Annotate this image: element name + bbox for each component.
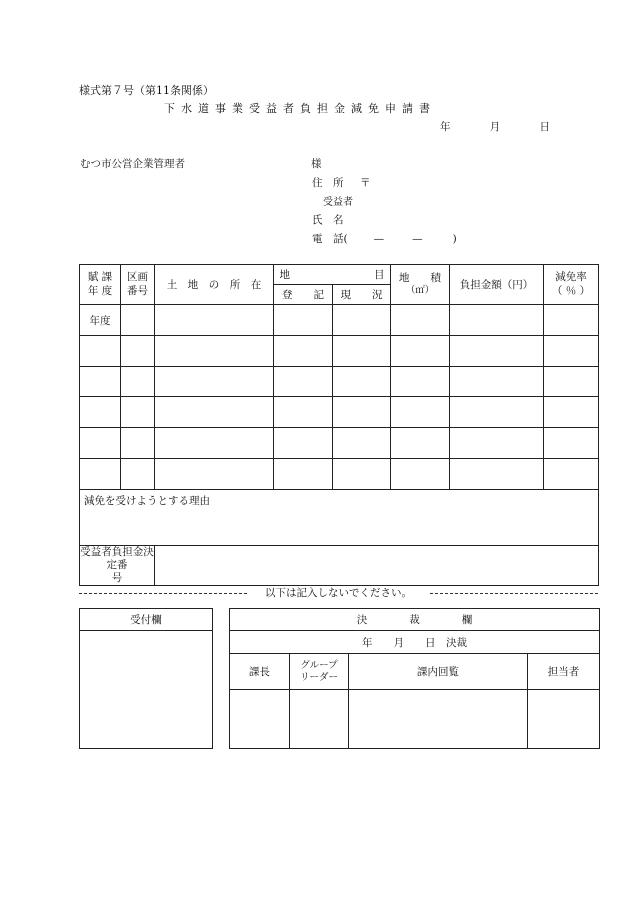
land-table <box>79 264 599 586</box>
receipt-label: 受付欄 <box>80 609 213 631</box>
form-title: 下水道事業受益者負担金減免申請書 <box>164 102 436 115</box>
office-use-notice <box>79 585 598 599</box>
date-day-label: 日 <box>539 121 550 133</box>
addressee-honorific: 様 <box>311 158 322 170</box>
beneficiary-label: 受益者 <box>323 197 353 208</box>
rate-header: 減免率 （ ％ ） <box>544 265 599 305</box>
reason-label: 減免を受けようとする理由 <box>84 495 210 507</box>
chief-stamp-cell[interactable] <box>230 690 290 749</box>
decision-label: 決 裁 欄 <box>230 609 600 631</box>
application-date <box>440 119 550 134</box>
staff-header: 担当者 <box>528 654 600 690</box>
registered-header: 登 記 <box>274 285 333 305</box>
amount-header: 負担金額（円） <box>450 265 544 305</box>
reason-field[interactable] <box>80 490 599 546</box>
table-row <box>80 397 599 428</box>
date-year-label: 年 <box>440 121 451 133</box>
decision-number-field[interactable] <box>155 546 599 586</box>
date-month-label: 月 <box>489 121 501 133</box>
phone-field <box>312 231 457 246</box>
postal-mark: 〒 <box>360 177 371 189</box>
block-number-header: 区画 番号 <box>121 265 155 305</box>
location-header: 土 地 の 所 在 <box>155 265 274 305</box>
decision-number-label: 受益者負担金決定番 号 <box>80 546 154 585</box>
table-row <box>80 459 599 490</box>
area-header: 地 積 （㎡） <box>391 265 450 305</box>
land-category-header: 地 目 <box>274 265 391 285</box>
table-row <box>80 367 599 397</box>
group-leader-header: グループ リーダー <box>290 654 349 690</box>
table-row <box>80 336 599 367</box>
address-label: 住 所 <box>312 177 344 189</box>
phone-dash-2: — <box>412 233 423 245</box>
receipt-box <box>79 608 213 749</box>
addressee: むつ市公営企業管理者 <box>80 158 185 170</box>
office-use-notice-text: 以下は記入しないでください。 <box>265 587 412 599</box>
fiscal-year-cell: 年度 <box>80 305 121 336</box>
decision-date: 年 月 日 決裁 <box>230 631 600 654</box>
table-row <box>80 305 599 336</box>
receipt-stamp-area[interactable] <box>80 631 213 749</box>
circulation-header: 課内回覧 <box>349 654 528 690</box>
name-label: 氏 名 <box>312 214 344 226</box>
section-chief-header: 課長 <box>230 654 290 690</box>
circulation-stamp-cell[interactable] <box>349 690 528 749</box>
phone-close: ) <box>452 233 457 245</box>
actual-header: 現 況 <box>333 285 391 305</box>
table-row <box>80 428 599 459</box>
phone-label: 電 話( <box>312 233 348 245</box>
fiscal-year-header: 賦 課 年 度 <box>80 265 121 305</box>
decision-box <box>229 608 600 749</box>
form-number: 様式第７号（第11条関係） <box>79 84 214 97</box>
phone-dash-1: — <box>373 233 385 245</box>
staff-stamp-cell[interactable] <box>528 690 600 749</box>
group-leader-stamp-cell[interactable] <box>290 690 349 749</box>
